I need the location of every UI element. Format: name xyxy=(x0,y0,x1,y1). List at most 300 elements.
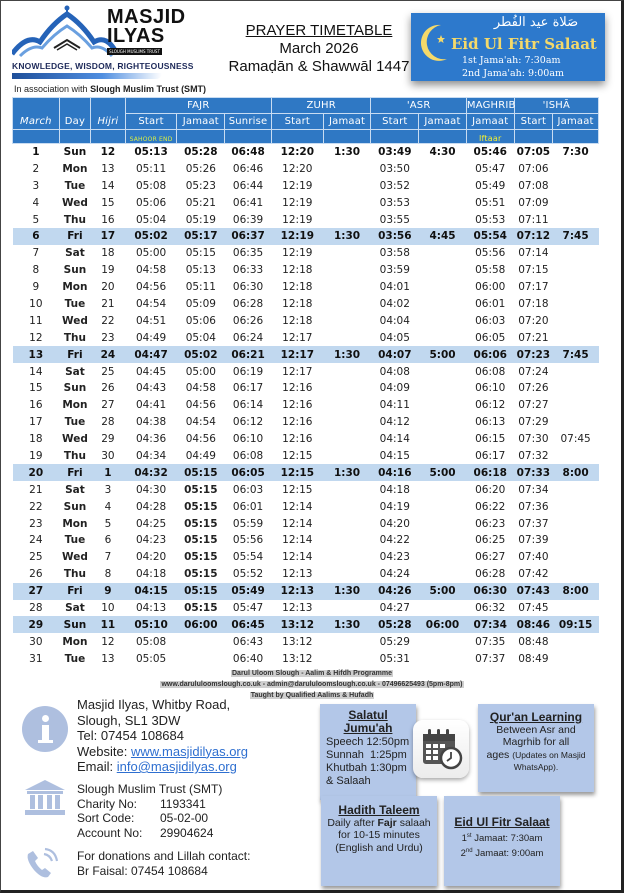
cell-fajr-jamaat: 05:15 xyxy=(184,534,218,547)
cell-zuhr-start: 13:12 xyxy=(282,635,313,648)
cell-maghrib-jamaat: 06:18 xyxy=(466,464,514,481)
eid-second-sup: nd xyxy=(465,848,473,855)
cell-hijri: 1 xyxy=(91,464,126,481)
quran-title: Qur'an Learning xyxy=(489,710,583,724)
cell-date: 29 xyxy=(13,616,60,633)
cell-hijri: 13 xyxy=(101,162,115,175)
cell-isha-jamaat xyxy=(553,177,599,194)
cell-isha-jamaat: 7:45 xyxy=(553,228,599,245)
donations-line2: Br Faisal: 07454 108684 xyxy=(77,863,208,878)
cell-isha-jamaat xyxy=(553,160,599,177)
cell-asr-jamaat xyxy=(419,448,467,465)
cell-zuhr-jamaat: 1:30 xyxy=(334,146,361,159)
cell-asr-start: 04:15 xyxy=(379,449,410,462)
cell-isha-start: 08:46 xyxy=(514,616,553,633)
cell-isha-jamaat xyxy=(553,312,599,329)
cell-sunrise: 06:10 xyxy=(232,433,264,446)
note-empty xyxy=(553,130,599,144)
cell-zuhr-start: 12:17 xyxy=(282,331,313,344)
cell-asr-jamaat xyxy=(419,177,467,194)
cell-zuhr-start: 12:14 xyxy=(282,534,313,547)
eid-banner xyxy=(411,13,605,81)
cell-zuhr-jamaat: 1:30 xyxy=(323,616,371,633)
cell-date: 6 xyxy=(13,228,60,245)
cell-isha-start: 07:06 xyxy=(518,162,549,175)
cell-zuhr-start: 12:18 xyxy=(282,314,313,327)
eid-banner-title: Eid Ul Fitr Salaat xyxy=(451,35,597,53)
table-row xyxy=(13,380,599,397)
cell-fajr-jamaat: 04:58 xyxy=(185,382,216,395)
cell-fajr-start: 04:32 xyxy=(125,464,177,481)
cell-isha-jamaat: 7:30 xyxy=(562,146,589,159)
cell-fajr-jamaat: 05:02 xyxy=(177,346,225,363)
cell-zuhr-start: 13:12 xyxy=(271,616,323,633)
cell-asr-jamaat xyxy=(419,262,467,279)
cell-hijri: 11 xyxy=(91,616,126,633)
table-row xyxy=(13,312,599,329)
cell-isha-start: 07:27 xyxy=(518,399,549,412)
cell-isha-start: 07:37 xyxy=(518,517,549,530)
cell-zuhr-jamaat: 1:30 xyxy=(323,464,371,481)
cell-sunrise: 06:17 xyxy=(232,382,264,395)
cell-sunrise: 06:26 xyxy=(232,314,264,327)
cell-asr-start: 03:59 xyxy=(379,264,410,277)
jumuah-box xyxy=(320,704,416,800)
cell-isha-jamaat xyxy=(553,397,599,414)
cell-zuhr-jamaat: 1:30 xyxy=(323,346,371,363)
cell-zuhr-start: 12:19 xyxy=(282,247,313,260)
cell-zuhr-start: 12:13 xyxy=(271,583,323,600)
cell-asr-start: 04:27 xyxy=(379,601,410,614)
cell-maghrib-jamaat: 06:25 xyxy=(475,534,506,547)
cell-asr-jamaat xyxy=(419,245,467,262)
cell-fajr-start: 04:41 xyxy=(135,399,167,412)
cell-fajr-start: 05:02 xyxy=(125,228,177,245)
cell-day: Wed xyxy=(62,196,88,209)
cell-fajr-jamaat: 05:15 xyxy=(184,500,218,513)
cell-isha-start: 07:43 xyxy=(514,583,553,600)
cell-zuhr-jamaat xyxy=(323,245,371,262)
cell-asr-start: 04:14 xyxy=(379,433,410,446)
cell-asr-jamaat xyxy=(419,380,467,397)
cell-date: 18 xyxy=(29,433,43,446)
eid-first-sup: st xyxy=(466,833,472,839)
hadith-text-post: salaah for 10-15 minutes (English and Urdu) xyxy=(335,816,431,854)
note-empty xyxy=(59,130,90,144)
cell-hijri: 4 xyxy=(104,500,112,513)
cell-date: 23 xyxy=(29,517,43,530)
prayer-timetable xyxy=(12,97,599,667)
cell-fajr-start: 05:00 xyxy=(135,247,167,260)
cell-fajr-start: 05:04 xyxy=(135,213,167,226)
cell-fajr-start: 04:45 xyxy=(135,365,167,378)
account-row xyxy=(77,826,222,841)
cell-isha-jamaat: 7:45 xyxy=(553,346,599,363)
cell-isha-start: 07:14 xyxy=(518,247,549,260)
cell-date: 5 xyxy=(32,213,40,226)
cell-isha-jamaat xyxy=(553,515,599,532)
cell-day: Sat xyxy=(65,247,85,260)
cell-day: Tue xyxy=(64,652,86,665)
cell-isha-jamaat xyxy=(553,329,599,346)
cell-asr-start: 03:50 xyxy=(379,162,410,175)
website-link[interactable]: www.masjidilyas.org xyxy=(130,743,248,759)
cell-fajr-jamaat: 05:15 xyxy=(184,601,218,614)
col-sunrise: Sunrise xyxy=(225,114,272,130)
cell-maghrib-jamaat: 06:20 xyxy=(475,483,506,496)
cell-date: 24 xyxy=(29,534,43,547)
table-row xyxy=(13,144,599,161)
cell-fajr-start: 05:11 xyxy=(135,162,167,175)
cell-isha-start: 07:09 xyxy=(518,196,549,209)
website-label: Website: xyxy=(77,743,131,759)
cell-fajr-start: 04:18 xyxy=(135,568,167,581)
note-empty xyxy=(419,130,467,144)
cell-date: 25 xyxy=(29,551,43,564)
eid-second-text: Jamaat: 9:00am xyxy=(472,848,544,860)
col-day xyxy=(59,98,90,130)
cell-zuhr-jamaat: 1:30 xyxy=(323,228,371,245)
cell-zuhr-start: 12:14 xyxy=(282,517,313,530)
cell-day: Sat xyxy=(65,365,85,378)
cell-zuhr-start: 12:15 xyxy=(271,464,323,481)
cell-zuhr-start: 12:16 xyxy=(282,382,313,395)
cell-maghrib-jamaat: 05:53 xyxy=(475,213,506,226)
cell-fajr-jamaat: 05:15 xyxy=(177,583,225,600)
cell-asr-start: 04:16 xyxy=(371,464,419,481)
contact-info xyxy=(77,697,248,775)
cell-sunrise: 05:59 xyxy=(232,517,264,530)
group-zuhr: ZUHR xyxy=(271,98,371,114)
cell-day: Sun xyxy=(63,264,87,277)
cell-zuhr-start: 12:19 xyxy=(282,213,313,226)
cell-date: 19 xyxy=(29,449,43,462)
eid-banner-first-jamaah: 1st Jama'ah: 7:30am xyxy=(462,55,561,66)
cell-date: 1 xyxy=(32,146,40,159)
cell-zuhr-jamaat xyxy=(323,414,371,431)
cell-isha-jamaat xyxy=(553,532,599,549)
cell-maghrib-jamaat: 05:58 xyxy=(475,264,506,277)
cell-isha-jamaat: 07:45 xyxy=(560,433,591,446)
cell-zuhr-jamaat xyxy=(323,566,371,583)
cell-fajr-jamaat: 06:00 xyxy=(177,616,225,633)
cell-isha-start: 07:34 xyxy=(518,483,549,496)
cell-asr-start: 03:58 xyxy=(379,247,410,260)
cell-fajr-jamaat: 05:26 xyxy=(185,162,216,175)
col-isha-start: Start xyxy=(514,114,553,130)
cell-asr-start: 04:20 xyxy=(379,517,410,530)
cell-isha-start: 07:40 xyxy=(518,551,549,564)
cell-hijri: 9 xyxy=(91,583,126,600)
cell-day: Sat xyxy=(65,601,85,614)
cell-day: Sun xyxy=(63,146,87,159)
table-row xyxy=(13,397,599,414)
address-line2: Slough, SL1 3DW xyxy=(77,712,181,728)
cell-asr-jamaat xyxy=(419,532,467,549)
cell-fajr-jamaat: 05:00 xyxy=(185,365,216,378)
cell-zuhr-start: 12:16 xyxy=(282,416,313,429)
cell-sunrise: 06:45 xyxy=(225,616,272,633)
eid-second-num: 2 xyxy=(460,848,466,860)
cell-isha-start: 08:49 xyxy=(518,652,549,665)
cell-sunrise: 06:35 xyxy=(232,247,264,260)
cell-maghrib-jamaat: 06:03 xyxy=(475,314,506,327)
quran-ages: ages xyxy=(486,748,510,761)
cell-day: Mon xyxy=(62,162,88,175)
note-empty xyxy=(514,130,553,144)
cell-zuhr-start: 12:16 xyxy=(282,433,313,446)
cell-maghrib-jamaat: 05:51 xyxy=(475,196,506,209)
cell-fajr-jamaat: 05:13 xyxy=(185,264,216,277)
cell-asr-start: 04:07 xyxy=(371,346,419,363)
cell-asr-start: 04:22 xyxy=(379,534,410,547)
eid-arabic-title: صَلاة عيد الفُطر xyxy=(493,15,579,30)
cell-hijri: 24 xyxy=(91,346,126,363)
cell-sunrise: 06:30 xyxy=(232,281,264,294)
cell-isha-jamaat xyxy=(553,296,599,313)
cell-fajr-jamaat: 05:15 xyxy=(184,568,218,581)
cell-asr-jamaat xyxy=(419,329,467,346)
cell-isha-jamaat xyxy=(553,279,599,296)
cell-maghrib-jamaat: 06:13 xyxy=(475,416,506,429)
header-note-row xyxy=(13,130,599,144)
cell-fajr-jamaat: 04:49 xyxy=(185,449,216,462)
cell-sunrise: 06:33 xyxy=(232,264,264,277)
cell-day: Mon xyxy=(62,281,88,294)
cell-hijri: 28 xyxy=(101,416,115,429)
cell-asr-jamaat xyxy=(419,397,467,414)
table-row xyxy=(13,515,599,532)
cell-isha-jamaat xyxy=(553,245,599,262)
cell-zuhr-start: 12:14 xyxy=(282,551,313,564)
cell-fajr-jamaat: 05:15 xyxy=(185,247,216,260)
table-row xyxy=(13,532,599,549)
table-row xyxy=(13,329,599,346)
cell-hijri: 29 xyxy=(101,433,115,446)
cell-fajr-start: 04:15 xyxy=(125,583,177,600)
table-row xyxy=(13,481,599,498)
cell-day: Thu xyxy=(63,213,86,226)
cell-day: Mon xyxy=(62,517,88,530)
cell-sunrise: 05:54 xyxy=(232,551,264,564)
cell-maghrib-jamaat: 06:08 xyxy=(475,365,506,378)
cell-hijri: 25 xyxy=(101,365,115,378)
cell-isha-jamaat xyxy=(553,566,599,583)
phone-icon xyxy=(24,846,62,880)
cell-isha-start: 07:20 xyxy=(518,314,549,327)
cell-zuhr-jamaat xyxy=(323,329,371,346)
cell-asr-jamaat xyxy=(419,194,467,211)
email-line xyxy=(77,759,248,775)
cell-maghrib-jamaat: 06:27 xyxy=(475,551,506,564)
cell-fajr-jamaat: 04:54 xyxy=(185,416,216,429)
cell-maghrib-jamaat: 06:30 xyxy=(466,583,514,600)
cell-fajr-start: 04:54 xyxy=(135,297,167,310)
cell-day: Tue xyxy=(64,297,86,310)
cell-isha-jamaat: 8:00 xyxy=(553,464,599,481)
cell-zuhr-jamaat xyxy=(323,633,371,650)
cell-asr-start: 04:24 xyxy=(379,568,410,581)
cell-fajr-jamaat xyxy=(177,633,225,650)
table-row xyxy=(13,549,599,566)
cell-isha-start: 07:36 xyxy=(518,500,549,513)
charity-number: 1193341 xyxy=(160,796,206,811)
cell-fajr-jamaat xyxy=(177,650,225,667)
cell-fajr-jamaat: 04:56 xyxy=(185,433,216,446)
sort-code-row xyxy=(77,811,222,826)
table-row xyxy=(13,262,599,279)
table-row xyxy=(13,279,599,296)
cell-isha-jamaat: 09:15 xyxy=(553,616,599,633)
col-fajr-jamaat: Jamaat xyxy=(177,114,225,130)
table-row xyxy=(13,650,599,667)
cell-fajr-start: 04:47 xyxy=(125,346,177,363)
cell-fajr-jamaat: 04:56 xyxy=(185,399,216,412)
col-day-label: Day xyxy=(64,116,86,127)
cell-zuhr-jamaat xyxy=(323,600,371,617)
cell-asr-jamaat: 5:00 xyxy=(419,464,467,481)
cell-fajr-start: 05:08 xyxy=(135,179,167,192)
eid-salaat-box xyxy=(444,796,560,886)
cell-day: Thu xyxy=(63,449,86,462)
account-number: 29904624 xyxy=(160,825,214,840)
cell-sunrise: 06:01 xyxy=(232,500,264,513)
col-march-label: March xyxy=(20,116,52,127)
eid-box-second xyxy=(448,845,556,860)
sort-code: 05-02-00 xyxy=(160,811,209,825)
hadith-text-pre: Daily after xyxy=(327,816,378,829)
cell-zuhr-start: 13:12 xyxy=(282,652,313,665)
hadith-taleem-box xyxy=(321,796,437,886)
cell-fajr-start: 04:51 xyxy=(135,314,167,327)
cell-sunrise: 06:39 xyxy=(232,213,264,226)
cell-zuhr-jamaat xyxy=(323,160,371,177)
note-empty xyxy=(371,130,419,144)
cell-day: Sun xyxy=(59,616,90,633)
cell-asr-jamaat xyxy=(419,296,467,313)
cell-isha-start: 07:42 xyxy=(518,568,549,581)
cell-sunrise: 06:08 xyxy=(232,449,264,462)
cell-isha-jamaat xyxy=(553,549,599,566)
cell-sunrise: 06:28 xyxy=(232,297,264,310)
cell-isha-jamaat xyxy=(553,414,599,431)
cell-asr-start: 04:23 xyxy=(379,551,410,564)
cell-zuhr-start: 12:19 xyxy=(282,179,313,192)
cell-zuhr-start: 12:18 xyxy=(282,297,313,310)
table-row xyxy=(13,583,599,600)
table-row xyxy=(13,633,599,650)
cell-date: 28 xyxy=(29,601,43,614)
cell-isha-start: 07:29 xyxy=(518,416,549,429)
note-empty xyxy=(13,130,60,144)
cell-asr-jamaat xyxy=(419,650,467,667)
cell-maghrib-jamaat: 05:56 xyxy=(475,247,506,260)
cell-maghrib-jamaat: 05:46 xyxy=(473,146,507,159)
cell-zuhr-start: 12:13 xyxy=(282,601,313,614)
cell-maghrib-jamaat: 07:37 xyxy=(475,652,506,665)
sort-code-label: Sort Code: xyxy=(77,811,135,825)
title-block xyxy=(214,22,424,76)
info-icon xyxy=(22,706,68,752)
cell-maghrib-jamaat: 06:17 xyxy=(475,449,506,462)
logo-subtitle: SLOUGH MUSLIMS TRUST xyxy=(107,48,162,55)
cell-isha-jamaat: 8:00 xyxy=(553,583,599,600)
cell-isha-start: 07:24 xyxy=(518,365,549,378)
cell-isha-jamaat xyxy=(553,211,599,228)
group-asr: 'ASR xyxy=(371,98,466,114)
cell-day: Sun xyxy=(63,382,87,395)
cell-asr-jamaat xyxy=(419,312,467,329)
table-row xyxy=(13,448,599,465)
cell-hijri: 6 xyxy=(104,534,112,547)
cell-sunrise: 05:56 xyxy=(232,534,264,547)
cell-date: 22 xyxy=(29,500,43,513)
cell-hijri: 26 xyxy=(101,382,115,395)
cell-hijri: 12 xyxy=(101,635,115,648)
cell-hijri: 17 xyxy=(91,228,126,245)
note-empty xyxy=(271,130,323,144)
crescent-moon-icon xyxy=(421,23,449,63)
email-link[interactable]: info@masjidilyas.org xyxy=(116,759,237,774)
cell-hijri: 20 xyxy=(101,281,115,294)
cell-fajr-jamaat: 05:19 xyxy=(185,213,216,226)
cell-sunrise: 06:14 xyxy=(232,399,264,412)
table-row xyxy=(13,600,599,617)
cell-hijri: 22 xyxy=(101,314,115,327)
cell-day: Mon xyxy=(62,399,88,412)
cell-date: 30 xyxy=(29,635,43,648)
donations-line1: For donations and Lillah contact: xyxy=(77,849,251,863)
charity-row xyxy=(77,797,222,812)
cell-maghrib-jamaat: 07:35 xyxy=(475,635,506,648)
cell-zuhr-jamaat xyxy=(323,650,371,667)
cell-date: 7 xyxy=(32,247,40,260)
group-maghrib: MAGHRIB xyxy=(466,98,514,114)
cell-zuhr-jamaat xyxy=(323,211,371,228)
cell-fajr-start: 04:43 xyxy=(135,382,167,395)
cell-maghrib-jamaat: 06:00 xyxy=(475,281,506,294)
cell-isha-start: 07:05 xyxy=(516,146,551,159)
cell-isha-start: 07:26 xyxy=(518,382,549,395)
cell-hijri: 19 xyxy=(101,264,115,277)
cell-day: Fri xyxy=(59,464,90,481)
cell-asr-start: 05:29 xyxy=(379,635,410,648)
cell-fajr-jamaat: 05:09 xyxy=(185,297,216,310)
email-label: Email: xyxy=(77,759,117,774)
cell-fajr-jamaat: 05:15 xyxy=(177,464,225,481)
cell-sunrise: 05:47 xyxy=(232,601,264,614)
quran-note: (Updates on Masjid WhatsApp). xyxy=(512,749,586,772)
cell-zuhr-start: 12:16 xyxy=(282,399,313,412)
cell-isha-start: 07:08 xyxy=(518,179,549,192)
cell-asr-start: 03:49 xyxy=(378,146,412,159)
cell-maghrib-jamaat: 06:01 xyxy=(475,297,506,310)
cell-isha-jamaat xyxy=(553,481,599,498)
cell-isha-start: 07:32 xyxy=(518,449,549,462)
cell-date: 8 xyxy=(32,264,40,277)
cell-maghrib-jamaat: 06:10 xyxy=(475,382,506,395)
cell-fajr-jamaat: 05:15 xyxy=(184,517,218,530)
quran-line1: Between Asr and xyxy=(496,723,576,736)
cell-maghrib-jamaat: 06:05 xyxy=(475,331,506,344)
col-fajr-start: Start xyxy=(125,114,177,130)
cell-asr-jamaat xyxy=(419,633,467,650)
table-row xyxy=(13,498,599,515)
cell-asr-jamaat xyxy=(419,566,467,583)
cell-isha-start: 07:30 xyxy=(518,433,549,446)
darul-uloom-line1 xyxy=(0,669,624,679)
logo-name xyxy=(107,8,186,46)
